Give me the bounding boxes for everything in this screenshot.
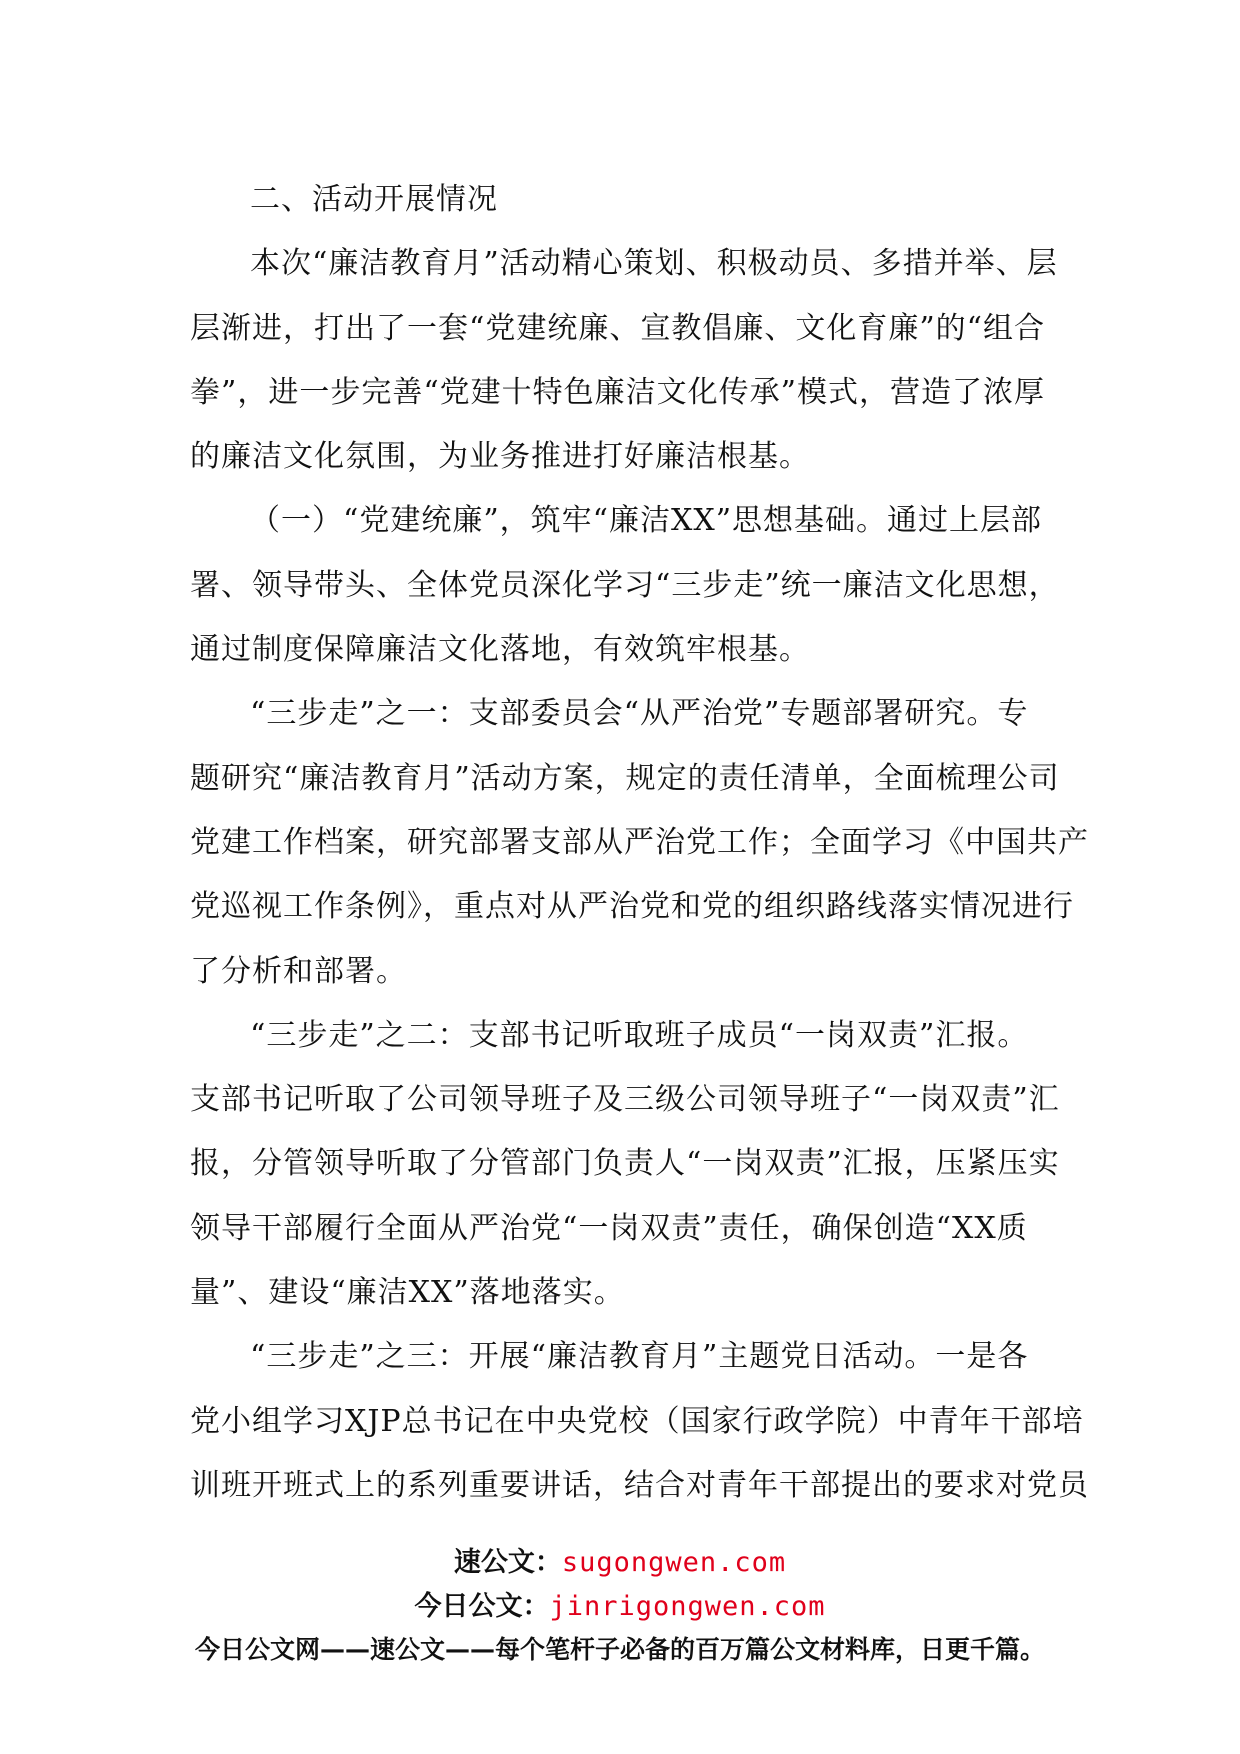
subheading-line: （一）“党建统廉”，筑牢“廉洁XX”思想基础。通过上层部 xyxy=(250,503,1043,539)
paragraph-line: 署、领导带头、全体党员深化学习“三步走”统一廉洁文化思想， xyxy=(190,567,1060,603)
paragraph-line: 了分析和部署。 xyxy=(190,953,407,989)
paragraph-line: 本次“廉洁教育月”活动精心策划、积极动员、多措并举、层 xyxy=(250,246,1058,282)
paragraph-line: 层渐进，打出了一套“党建统廉、宣教倡廉、文化育廉”的“组合 xyxy=(190,310,1046,346)
paragraph-line: “三步走”之二：支部书记听取班子成员“一岗双责”汇报。 xyxy=(250,1017,1029,1053)
footer-jinrigongwen xyxy=(0,1584,1240,1623)
paragraph-line: “三步走”之一：支部委员会“从严治党”专题部署研究。专 xyxy=(250,696,1029,732)
paragraph-line: 支部书记听取了公司领导班子及三级公司领导班子“一岗双责”汇 xyxy=(190,1082,1060,1118)
paragraph-line: 通过制度保障廉洁文化落地，有效筑牢根基。 xyxy=(190,632,810,668)
footer-sugongwen-label: 速公文： xyxy=(453,1547,562,1578)
footer-sugongwen-link[interactable]: sugongwen.com xyxy=(561,1547,787,1578)
paragraph-line: 量”、建设“廉洁XX”落地落实。 xyxy=(190,1275,625,1311)
paragraph-line: 党建工作档案，研究部署支部从严治党工作；全面学习《中国共产 xyxy=(190,824,1089,860)
paragraph-line: 题研究“廉洁教育月”活动方案，规定的责任清单，全面梳理公司 xyxy=(190,760,1060,796)
footer-jinrigongwen-label: 今日公文： xyxy=(414,1591,550,1622)
paragraph-line: 领导干部履行全面从严治党“一岗双责”责任，确保创造“XX质 xyxy=(190,1210,1028,1246)
footer-sugongwen xyxy=(0,1540,1240,1579)
paragraph-line: 党巡视工作条例》，重点对从严治党和党的组织路线落实情况进行 xyxy=(190,889,1074,925)
document-body xyxy=(190,168,1089,1518)
section-heading: 二、活动开展情况 xyxy=(250,182,498,217)
paragraph-line: 报，分管领导听取了分管部门负责人“一岗双责”汇报，压紧压实 xyxy=(190,1146,1060,1182)
footer-jinrigongwen-link[interactable]: jinrigongwen.com xyxy=(549,1591,826,1622)
paragraph-line: 拳”，进一步完善“党建十特色廉洁文化传承”模式，营造了浓厚 xyxy=(190,374,1046,410)
paragraph-line: “三步走”之三：开展“廉洁教育月”主题党日活动。一是各 xyxy=(250,1339,1029,1375)
paragraph-line: 党小组学习XJP总书记在中央党校（国家行政学院）中青年干部培 xyxy=(190,1403,1084,1439)
paragraph-line: 训班开班式上的系列重要讲话，结合对青年干部提出的要求对党员 xyxy=(190,1467,1089,1503)
footer-slogan: 今日公文网——速公文——每个笔杆子必备的百万篇公文材料库，日更千篇。 xyxy=(194,1635,1045,1664)
paragraph-line: 的廉洁文化氛围，为业务推进打好廉洁根基。 xyxy=(190,439,810,475)
